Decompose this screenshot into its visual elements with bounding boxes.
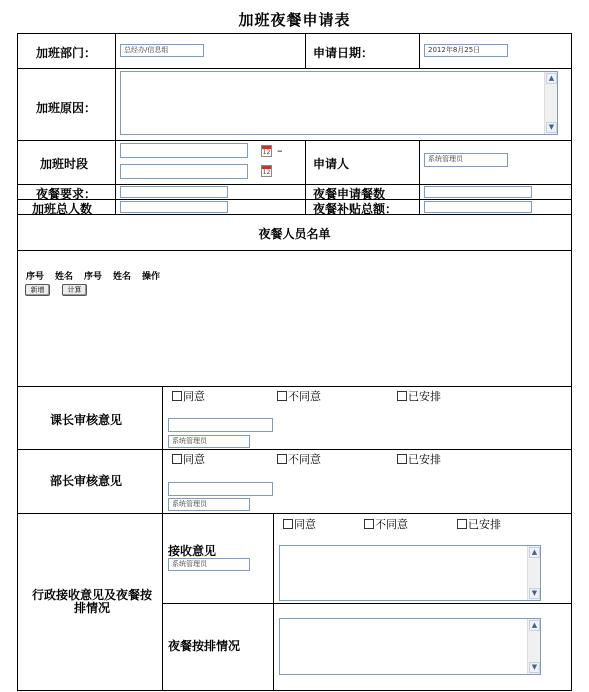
admin-arranged-checkbox[interactable] (457, 516, 501, 532)
total-people-field[interactable] (120, 201, 228, 213)
col-divider (115, 33, 116, 215)
checkbox-icon (283, 519, 293, 529)
row-divider (17, 199, 572, 200)
section-head-disagree-checkbox[interactable] (277, 388, 321, 404)
admin-receive-signer-field[interactable]: 系统管理员 (168, 558, 250, 571)
section-head-opinion-field[interactable] (168, 418, 273, 432)
checkbox-icon (277, 391, 287, 401)
row-divider (17, 140, 572, 141)
col-divider (419, 33, 420, 69)
calculate-button[interactable]: 计算 (62, 284, 87, 296)
row-divider (17, 214, 572, 215)
scrollbar[interactable] (527, 546, 540, 600)
roster-header-name: 姓名 (55, 272, 74, 282)
row-divider (17, 449, 572, 450)
col-divider (162, 386, 163, 691)
border-bottom (17, 690, 572, 691)
row-divider (162, 603, 572, 604)
option-label: 已安排 (408, 390, 441, 403)
meal-count-label: 夜餐申请餐数 (313, 187, 386, 201)
col-divider (273, 513, 274, 691)
border-right (571, 33, 572, 691)
row-divider (17, 250, 572, 251)
col-divider (305, 140, 306, 215)
row-divider (17, 386, 572, 387)
admin-label (30, 589, 154, 615)
section-head-signer-field[interactable]: 系统管理员 (168, 435, 250, 448)
period-label: 加班时段 (40, 157, 89, 171)
admin-disagree-checkbox[interactable] (364, 516, 408, 532)
option-label: 同意 (294, 518, 316, 531)
option-label: 不同意 (288, 453, 321, 466)
option-label: 已安排 (468, 518, 501, 531)
scroll-down-icon[interactable]: ▼ (546, 122, 557, 133)
section-head-arranged-checkbox[interactable] (397, 388, 441, 404)
meal-count-field[interactable] (424, 186, 532, 198)
scrollbar[interactable] (544, 72, 557, 134)
roster-header-name: 姓名 (113, 272, 132, 282)
roster-title: 夜餐人员名单 (258, 227, 331, 241)
calendar-icon[interactable]: 12 (261, 145, 272, 157)
date-field[interactable]: 2012年8月25日 (424, 44, 508, 57)
row-divider (17, 68, 572, 69)
scroll-up-icon[interactable]: ▲ (529, 620, 540, 631)
option-label: 同意 (183, 453, 205, 466)
scroll-up-icon[interactable]: ▲ (529, 547, 540, 558)
checkbox-icon (172, 391, 182, 401)
option-label: 同意 (183, 390, 205, 403)
meal-request-label: 夜餐要求： (36, 187, 97, 201)
checkbox-icon (172, 454, 182, 464)
checkbox-icon (457, 519, 467, 529)
option-label: 不同意 (375, 518, 408, 531)
dept-head-arranged-checkbox[interactable] (397, 451, 441, 467)
option-label: 已安排 (408, 453, 441, 466)
add-row-button[interactable]: 新增 (25, 284, 50, 296)
scroll-up-icon[interactable]: ▲ (546, 73, 557, 84)
dept-head-opinion-field[interactable] (168, 482, 273, 496)
total-people-label: 加班总人数 (32, 202, 93, 216)
reason-textarea[interactable] (120, 71, 558, 135)
admin-receive-label: 接收意见 (168, 544, 217, 558)
dept-head-disagree-checkbox[interactable] (277, 451, 321, 467)
department-field[interactable]: 总经办/信息组 (120, 44, 204, 57)
dept-head-signer-field[interactable]: 系统管理员 (168, 498, 250, 511)
form-title: 加班夜餐申请表 (238, 11, 351, 29)
meal-request-field[interactable] (120, 186, 228, 198)
checkbox-icon (364, 519, 374, 529)
applicant-label: 申请人 (313, 157, 350, 171)
admin-label-text: 行政接收意见及夜餐按排情况 (31, 588, 152, 615)
section-head-agree-checkbox[interactable] (172, 388, 205, 404)
department-label: 加班部门： (36, 46, 97, 60)
roster-header-index: 序号 (26, 272, 45, 282)
col-divider (419, 140, 420, 215)
dept-head-label: 部长审核意见 (50, 474, 123, 488)
calendar-icon[interactable]: 12 (261, 165, 272, 177)
row-divider (17, 184, 572, 185)
checkbox-icon (397, 454, 407, 464)
subsidy-total-field[interactable] (424, 201, 532, 213)
border-left (17, 33, 18, 691)
date-label: 申请日期： (313, 46, 374, 60)
meal-arrangement-textarea[interactable] (279, 618, 541, 675)
checkbox-icon (277, 454, 287, 464)
scrollbar[interactable] (527, 619, 540, 674)
subsidy-total-label: 夜餐补贴总额： (313, 202, 398, 216)
period-end-field[interactable] (120, 164, 248, 179)
option-label: 不同意 (288, 390, 321, 403)
meal-arrangement-label: 夜餐按排情况 (168, 639, 241, 653)
col-divider (305, 33, 306, 69)
applicant-field[interactable]: 系统管理员 (424, 153, 508, 167)
roster-header-actions: 操作 (142, 272, 161, 282)
border-top (17, 33, 572, 34)
admin-receive-textarea[interactable] (279, 545, 541, 601)
admin-agree-checkbox[interactable] (283, 516, 316, 532)
dept-head-agree-checkbox[interactable] (172, 451, 205, 467)
scroll-down-icon[interactable]: ▼ (529, 588, 540, 599)
period-start-field[interactable] (120, 143, 248, 158)
row-divider (17, 513, 572, 514)
period-separator: – (277, 144, 283, 157)
roster-header-index: 序号 (84, 272, 103, 282)
checkbox-icon (397, 391, 407, 401)
section-head-label: 课长审核意见 (50, 413, 123, 427)
reason-label: 加班原因： (36, 101, 97, 115)
scroll-down-icon[interactable]: ▼ (529, 662, 540, 673)
